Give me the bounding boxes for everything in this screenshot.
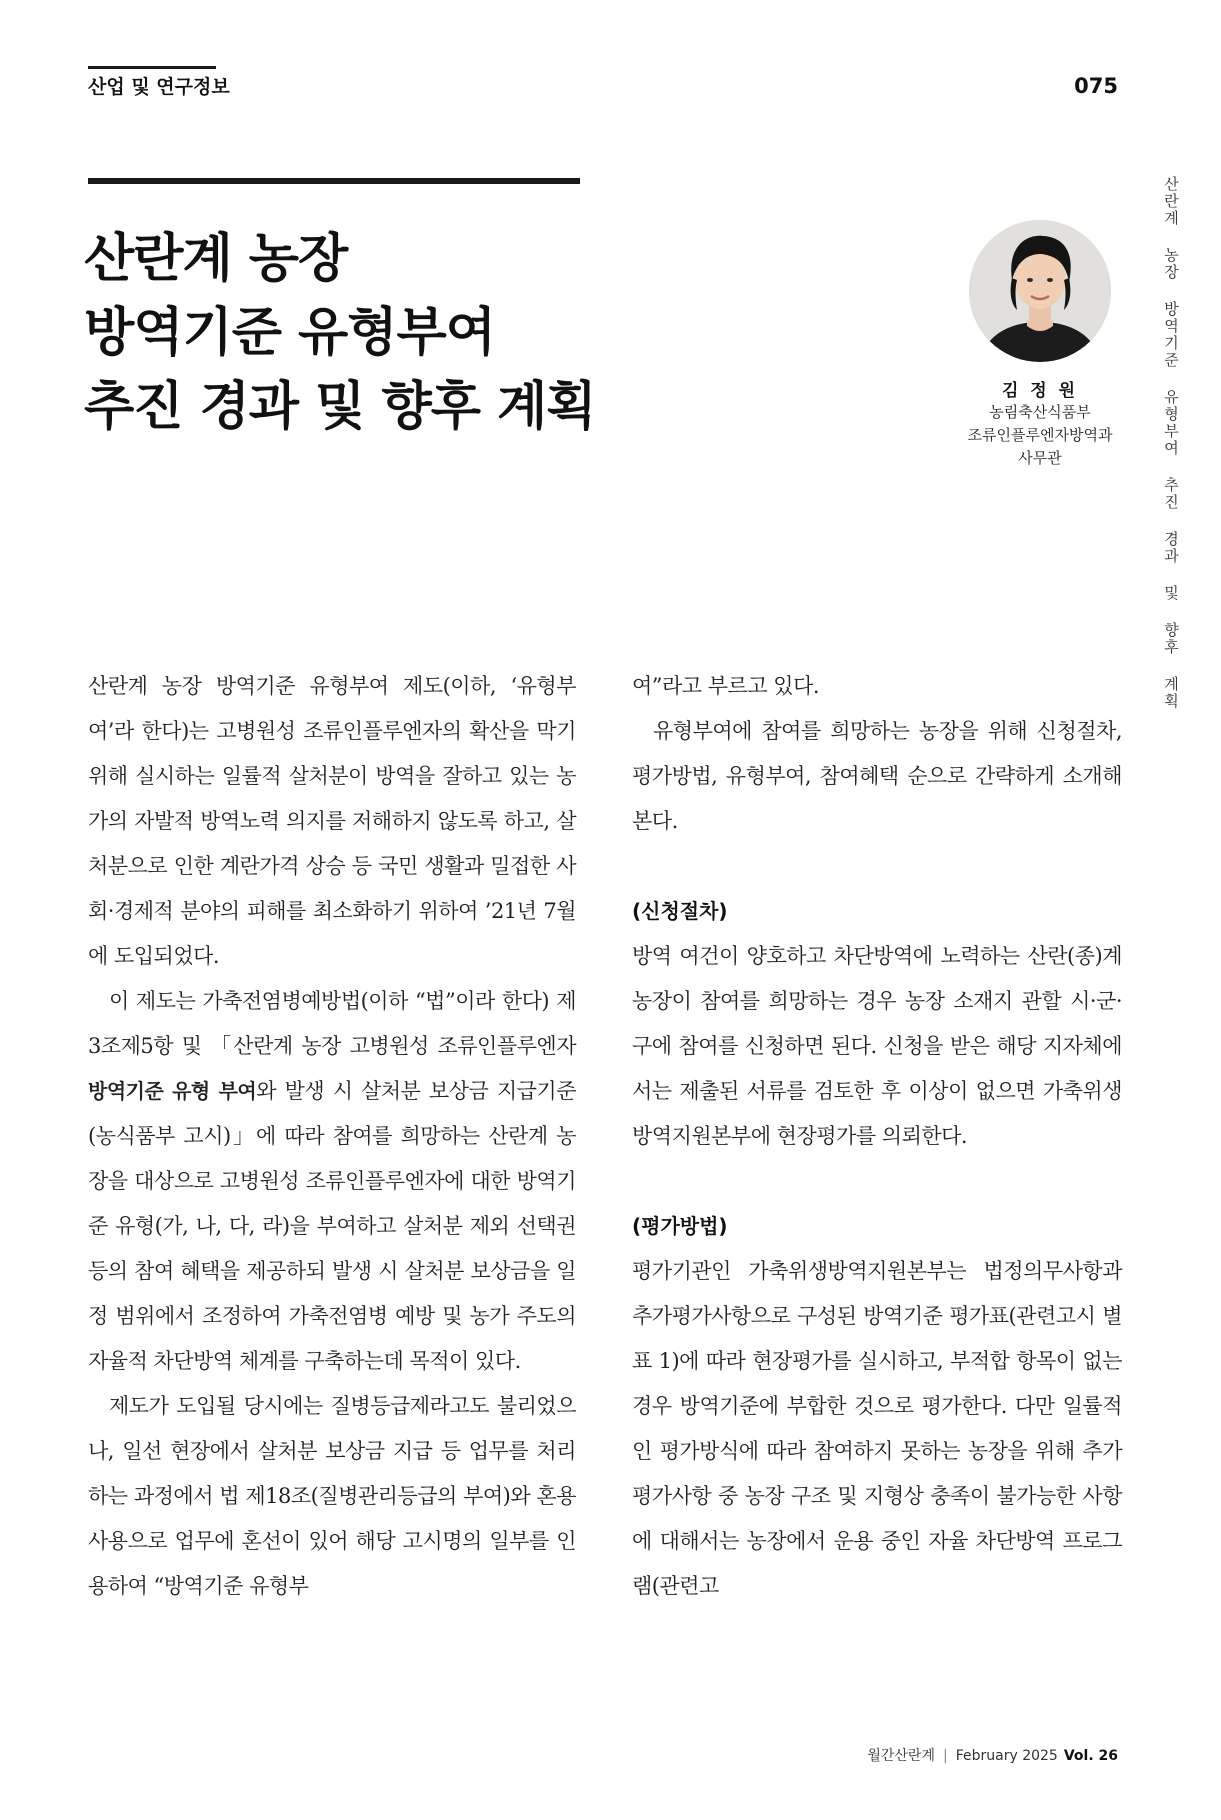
body-paragraph: 여”라고 부르고 있다. bbox=[632, 674, 820, 698]
section-heading: (신청절차) bbox=[632, 899, 728, 923]
page-number: 075 bbox=[1074, 74, 1118, 98]
footer-date: February 2025 bbox=[955, 1748, 1058, 1764]
author-affiliation: 농림축산식품부 bbox=[989, 403, 1091, 421]
body-paragraph: 제도가 도입될 당시에는 질병등급제라고도 불리었으나, 일선 현장에서 살처분 보상금 지급 등 업무를 처리하는 과정에서 법 제18조(질병관리등급의 부여)와 혼용 사용으로 업무에 혼선이 있어 해당 고시명의 일부를 인용하여 “방역기준 유형부 bbox=[88, 1394, 576, 1598]
body-bold-text: 방역기준 유형 부여 bbox=[88, 1079, 257, 1103]
body-paragraph bbox=[88, 979, 576, 1384]
body-paragraph: 평가기관인 가축위생방역지원본부는 법정의무사항과 추가평가사항으로 구성된 방역기준 평가표(관련고시 별표 1)에 따라 현장평가를 실시하고, 부적합 항목이 없는 경우 방역기준에 부합한 것으로 평가한다. 다만 일률적인 평가방식에 따라 참여하지 못하는 농장을 위해 추가 평가사항 중 농장 구조 및 지형상 충족이 불가능한 사항에 대해서는 농장에서 운용 중인 자율 차단방역 프로그램(관련고 bbox=[632, 1259, 1122, 1598]
title-rule bbox=[88, 178, 580, 184]
page-footer bbox=[867, 1745, 1118, 1765]
author-photo bbox=[969, 220, 1111, 362]
body-text: 이 제도는 가축전염병예방법(이하 “법”이라 한다) 제3조제5항 및 「산란계 농장 고병원성 조류인플루엔자 bbox=[88, 989, 576, 1058]
title-line: 추진 경과 및 향후 계획 bbox=[84, 377, 596, 437]
title-line: 산란계 농장 bbox=[84, 229, 348, 289]
section-label: 산업 및 연구정보 bbox=[88, 76, 230, 98]
author-name: 김 정 원 bbox=[1001, 381, 1079, 401]
footer-separator: | bbox=[942, 1748, 948, 1764]
footer-magazine: 월간산란계 bbox=[867, 1748, 935, 1764]
body-paragraph: 유형부여에 참여를 희망하는 농장을 위해 신청절차, 평가방법, 유형부여, 참여혜택 순으로 간략하게 소개해 본다. bbox=[632, 719, 1122, 833]
body-text: 와 발생 시 살처분 보상금 지급기준(농식품부 고시)」에 따라 참여를 희망하는 산란계 농장을 대상으로 고병원성 조류인플루엔자에 대한 방역기준 유형(가, 나, 다, 라)을 부여하고 살처분 제외 선택권 등의 참여 혜택을 제공하되 발생 시 살처분 보상금을 일정 범위에서 조정하여 가축전염병 예방 및 농가 주도의 자율적 차단방역 체계를 구축하는데 목적이 있다. bbox=[88, 1079, 576, 1373]
article-title bbox=[84, 222, 684, 444]
section-rule bbox=[88, 66, 216, 69]
author-department: 조류인플루엔자방역과 bbox=[967, 426, 1113, 444]
author-position: 사무관 bbox=[1018, 449, 1062, 467]
side-running-title: 산란계 농장 방역기준 유형부여 추진 경과 및 향후 계획 bbox=[1162, 176, 1180, 710]
body-column-right bbox=[632, 664, 1122, 1609]
title-line: 방역기준 유형부여 bbox=[84, 303, 495, 363]
author-block bbox=[940, 220, 1140, 470]
body-paragraph: 산란계 농장 방역기준 유형부여 제도(이하, ‘유형부여’라 한다)는 고병원성 조류인플루엔자의 확산을 막기 위해 실시하는 일률적 살처분이 방역을 잘하고 있는 농가의 자발적 방역노력 의지를 저해하지 않도록 하고, 살처분으로 인한 계란가격 상승 등 국민 생활과 밀접한 사회·경제적 분야의 피해를 최소화하기 위하여 ’21년 7월에 도입되었다. bbox=[88, 674, 576, 968]
footer-volume: Vol. 26 bbox=[1063, 1748, 1118, 1764]
section-heading: (평가방법) bbox=[632, 1214, 728, 1238]
body-column-left bbox=[88, 664, 576, 1609]
body-paragraph: 방역 여건이 양호하고 차단방역에 노력하는 산란(종)계 농장이 참여를 희망하는 경우 농장 소재지 관할 시·군·구에 참여를 신청하면 된다. 신청을 받은 해당 지자체에서는 제출된 서류를 검토한 후 이상이 없으면 가축위생방역지원본부에 현장평가를 의뢰한다. bbox=[632, 944, 1122, 1148]
